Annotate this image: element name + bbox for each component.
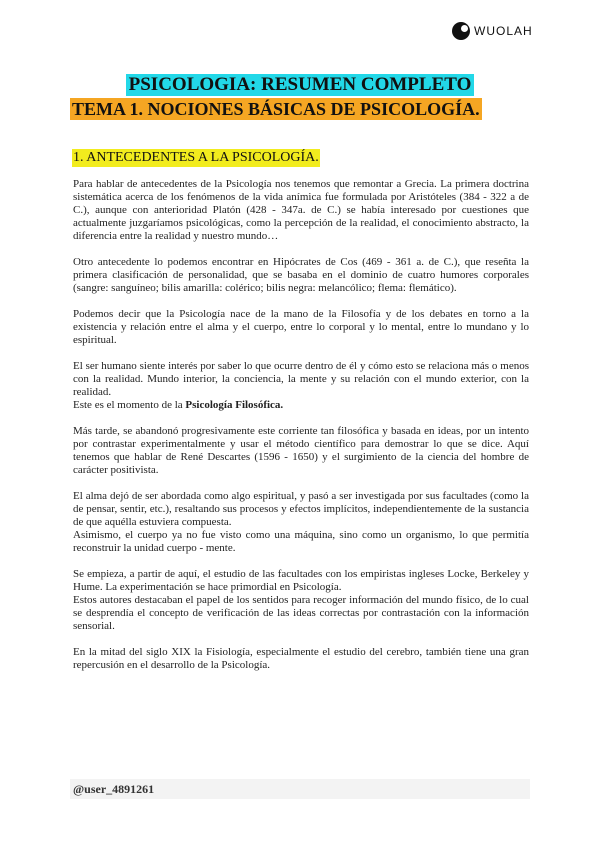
paragraph: Estos autores destacaban el papel de los sentidos para recoger información del mundo físico, de lo cual se desprendía el concepto de verificación de las ideas correctas por contrastación con la información sensorial. (73, 594, 529, 632)
paragraph: El alma dejó de ser abordada como algo espiritual, y pasó a ser investigada por sus facultades (como la de pensar, sentir, etc.), resaltando sus procesos y efectos implícitos, independientemente de la sustancia de que aquélla estuviera compuesta. (73, 490, 529, 528)
paragraph: Podemos decir que la Psicología nace de la mano de la Filosofía y de los debates en torno a la existencia y relación entre el alma y el cuerpo, entre lo corporal y lo mental, entre lo mundano y lo espiritual. (73, 308, 529, 346)
paragraph: Más tarde, se abandonó progresivamente este corriente tan filosófica y basada en ideas, por un intento por contrastar experimentalmente y usar el método científico para demostrar lo que se dice. Aquí tenemos que hablar de René Descartes (1596 - 1650) y el surgimiento de la ciencia del hombre de carácter positivista. (73, 425, 529, 476)
footer-bar (70, 779, 530, 799)
brand-logo-icon (452, 22, 470, 40)
paragraph: El ser humano siente interés por saber lo que ocurre dentro de él y cómo esto se relaciona más o menos con la realidad. Mundo interior, la conciencia, la mente y su relación con el mundo exterior, con la realidad. (73, 360, 529, 398)
paragraph: Para hablar de antecedentes de la Psicología nos tenemos que remontar a Grecia. La primera doctrina sistemática acerca de los fenómenos de la vida anímica fue formulada por Aristóteles (384 - 322 a de C.), aunque con anterioridad Platón (428 - 347a. de C.) se había interesado por cuestiones que actualmente juzgaríamos psicológicas, como la percepción de la realidad, el conocimiento abstracto, la diferencia entre la realidad y nuestro mundo… (73, 178, 529, 242)
title-container (0, 74, 600, 96)
paragraph: Se empieza, a partir de aquí, el estudio de las facultades con los empiristas ingleses Locke, Berkeley y Hume. La experimentación se hace primordial en Psicología. (73, 568, 529, 593)
section-heading-container (72, 148, 320, 167)
moment-bold: Psicología Filosófica. (185, 399, 284, 411)
brand-logo-text: WUOLAH (474, 24, 533, 38)
paragraph: Asimismo, el cuerpo ya no fue visto como una máquina, sino como un organismo, lo que permitía reconstruir la unidad cuerpo - mente. (73, 529, 529, 554)
section-heading: 1. ANTECEDENTES A LA PSICOLOGÍA. (73, 150, 319, 165)
moment-prefix: Este es el momento de la (73, 399, 186, 411)
footer-username: @user_4891261 (73, 782, 155, 796)
paragraph: En la mitad del siglo XIX la Fisiología, especialmente el estudio del cerebro, también tiene una gran repercusión en el desarrollo de la Psicología. (73, 646, 529, 671)
document-title: PSICOLOGIA: RESUMEN COMPLETO (126, 74, 475, 96)
document-subtitle: TEMA 1. NOCIONES BÁSICAS DE PSICOLOGÍA. (72, 99, 480, 119)
subtitle-container (70, 98, 482, 120)
paragraph-moment (73, 399, 529, 412)
brand-logo (452, 20, 562, 42)
document-body (73, 178, 529, 685)
paragraph: Otro antecedente lo podemos encontrar en Hipócrates de Cos (469 - 361 a. de C.), que reseñta la primera clasificación de personalidad, que se basaba en el dominio de cuatro humores corporales (sangre: sanguíneo; bilis amarilla: colérico; bilis negra: melancólico; flema: flemático). (73, 256, 529, 294)
